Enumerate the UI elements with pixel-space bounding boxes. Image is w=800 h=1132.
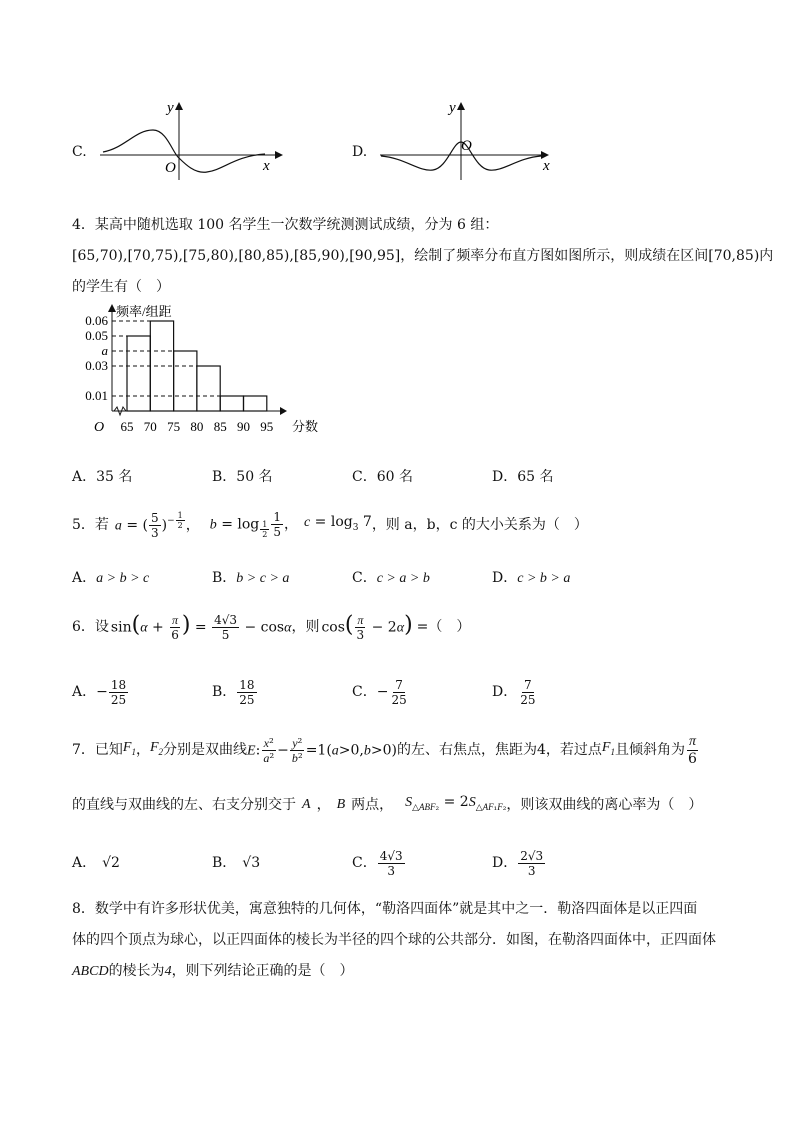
- q3-option-d-label: D.: [352, 144, 368, 160]
- histogram-bar: [244, 396, 267, 411]
- q7-option-b[interactable]: B． √3: [212, 855, 261, 871]
- q7-line2: 的直线与双曲线的左、右支分别交于 A ， B 两点， $S_{\triangle ABF_2} = 2S_{\triangle AF_1F_2}$ ，则该双曲线的离心率为（ ）: [72, 788, 702, 822]
- q3c-origin-label: O: [165, 160, 176, 176]
- q6-mid: ，则: [291, 619, 320, 635]
- q7-line1: 7．已知 $F_1$ ， $F_2$ 分别是双曲线 E: $\frac{\text{x²}}{\text{a²}}$ − $\frac{\text{y²}}{\text{b²}}$ =1(a>0,b>0) 的左、右焦点，焦距为4，若过点 $F_1$ 且倾斜角为 $\frac{\pi}{6}$: [72, 733, 697, 767]
- q4-groups: [65,70),[70,75),[75,80),[80,85),[85,90),[90,95]: [72, 248, 401, 264]
- q3-option-d-graph: [375, 100, 565, 182]
- histogram-bar: [174, 351, 197, 411]
- q4-option-b[interactable]: B．50 名: [212, 469, 273, 485]
- q4-option-c[interactable]: C．60 名: [352, 469, 413, 485]
- x-tick-label: 75: [167, 419, 181, 434]
- q8-line2: 体的四个顶点为球心，以正四面体的棱长为半径的四个球的公共部分．如图，在勒洛四面体中，正四面体: [72, 932, 716, 948]
- y-tick-label: 0.05: [85, 328, 108, 343]
- q5-a-definition: a = ( $\frac{5}{3}$ )$^{- \frac{1}{2}}$ ，: [114, 510, 200, 540]
- q4-mid: ，绘制了频率分布直方图如图所示，则成绩在区间: [400, 248, 709, 264]
- q4-interval: [70,85): [708, 248, 760, 264]
- q7-f1: $F_1$: [122, 740, 136, 757]
- q7-angle: $\frac{\pi}{6}$: [687, 733, 697, 767]
- q5-option-b[interactable]: B．b > c > a: [212, 570, 290, 586]
- origin-label: O: [94, 420, 105, 435]
- y-tick-label: 0.01: [85, 388, 108, 403]
- x-axis-arrow: [280, 407, 287, 415]
- y-tick-label: 0.03: [85, 358, 108, 373]
- q3c-x-label: x: [263, 158, 270, 174]
- q3d-x-label: x: [543, 158, 550, 174]
- q5-stem: [72, 505, 588, 545]
- frequency-histogram: [70, 302, 340, 450]
- q5-prefix: 5．若: [72, 517, 109, 533]
- q7-point-b: B: [336, 797, 346, 812]
- q4-option-a[interactable]: A．35 名: [72, 469, 133, 485]
- q6-stem: [72, 605, 470, 649]
- histogram-bar: [220, 396, 243, 411]
- x-tick-label: 80: [190, 419, 204, 434]
- q6-target-expression: cos( $\frac{\pi}{3}$ − 2α): [321, 612, 413, 642]
- q3d-origin-label: O: [461, 138, 472, 154]
- x-tick-label: 85: [213, 419, 227, 434]
- q7-hyperbola-equation: E: $\frac{\text{x²}}{\text{a²}}$ − $\frac{\text{y²}}{\text{b²}}$ =1(a>0,b>0): [247, 735, 397, 765]
- q6-option-c[interactable]: C． − $\frac{7}{25}$: [352, 677, 407, 707]
- q4-option-d[interactable]: D．65 名: [492, 469, 554, 485]
- q6-option-b[interactable]: B． $\frac{18}{25}$: [212, 677, 255, 707]
- q5-option-a[interactable]: A．a > b > c: [72, 570, 150, 586]
- q7-option-c[interactable]: C． $\frac{4√3}{3}$: [352, 848, 403, 878]
- q6-prefix: 6．设: [72, 619, 109, 635]
- q8-line3: ABCD的棱长为4，则下列结论正确的是（ ）: [72, 963, 354, 979]
- q3-option-c-graph: [95, 100, 285, 182]
- q5-suffix: ，则 a，b，c 的大小关系为（ ）: [371, 517, 588, 533]
- q6-suffix: =（ ）: [416, 619, 471, 635]
- q5-option-c[interactable]: C．c > a > b: [352, 570, 430, 586]
- q3d-y-label: y: [449, 100, 456, 116]
- q6-given-equation: sin(α + $\frac{\pi}{6}$ ) = $\frac{4√3}{5}$ − cosα: [110, 612, 292, 642]
- q6-option-d[interactable]: D． $\frac{7}{25}$: [492, 677, 536, 707]
- histogram-bar: [197, 366, 220, 411]
- q4-line1: 4．某高中随机选取 100 名学生一次数学统测测试成绩，分为 6 组：: [72, 217, 499, 233]
- y-axis-label: 频率/组距: [116, 304, 172, 319]
- histogram-bar: [127, 336, 150, 411]
- y-tick-label: a: [101, 343, 108, 358]
- q4-line3: 的学生有（ ）: [72, 279, 170, 295]
- x-tick-label: 70: [143, 419, 157, 434]
- q6-option-a[interactable]: A． − $\frac{18}{25}$: [72, 677, 127, 707]
- q7-option-d[interactable]: D． $\frac{2√3}{3}$: [492, 848, 544, 878]
- q7-f1-point: $F_1$: [601, 740, 615, 757]
- x-tick-label: 90: [237, 419, 250, 434]
- q7-area-condition: $S_{\triangle ABF_2} = 2S_{\triangle AF_1F_2}$: [405, 794, 507, 813]
- q7-f2: $F_2$: [149, 740, 164, 757]
- q5-b-definition: b = log $_{\frac{1}{2}}$ $\frac{1}{5}$ ，: [209, 509, 298, 540]
- x-axis-label: 分数: [292, 419, 319, 434]
- x-tick-label: 95: [260, 419, 274, 434]
- q3c-y-label: y: [167, 100, 174, 116]
- q4-end: 内: [759, 248, 774, 264]
- y-tick-label: 0.06: [85, 313, 108, 328]
- y-axis-arrow: [108, 304, 116, 312]
- x-tick-label: 65: [120, 419, 134, 434]
- q5-option-d[interactable]: D．c > b > a: [492, 570, 571, 586]
- q5-c-definition: $c = \log_3 7$: [304, 514, 372, 533]
- q7-option-a[interactable]: A． √2: [72, 855, 120, 871]
- q8-line1: 8．数学中有许多形状优美，寓意独特的几何体，“勒洛四面体”就是其中之一．勒洛四面体是以正四面: [72, 901, 698, 917]
- q7-point-a: A: [302, 797, 311, 812]
- q4-line2: [72, 246, 773, 266]
- q3-option-c-label: C.: [72, 144, 87, 160]
